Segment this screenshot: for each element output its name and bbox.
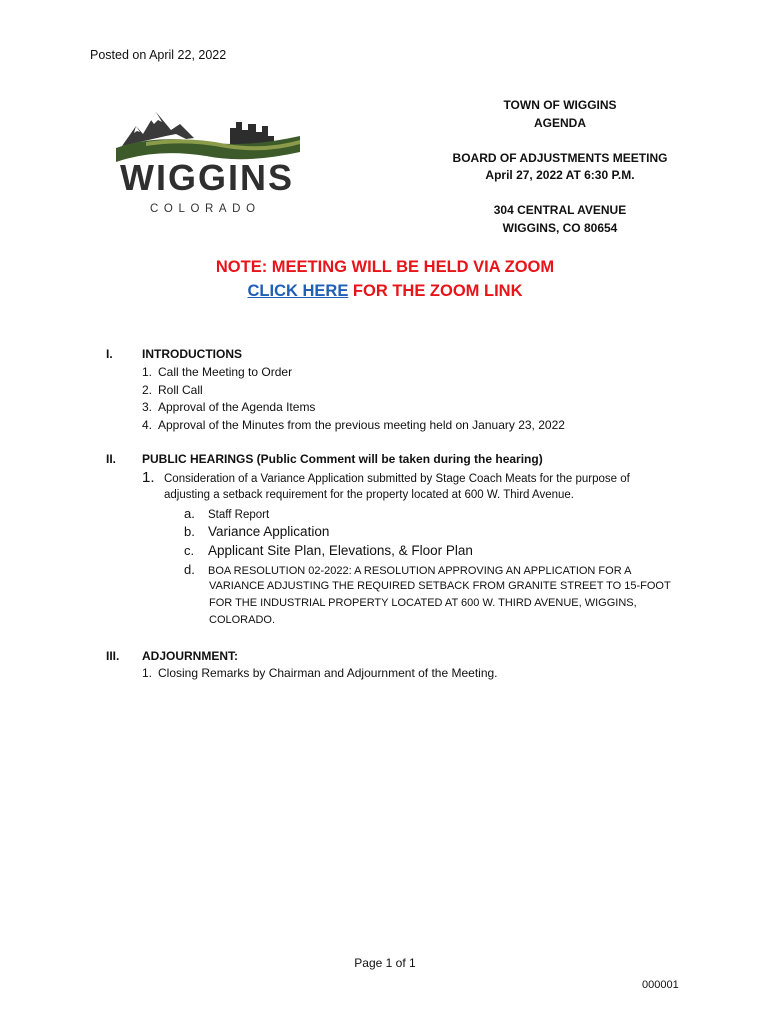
sub-item: a. Staff Report — [184, 506, 270, 521]
list-item: 3. Approval of the Agenda Items — [142, 400, 316, 414]
section-numeral: I. — [106, 347, 113, 361]
sub-item: c. Applicant Site Plan, Elevations, & Floor Plan — [184, 543, 473, 558]
header-date: April 27, 2022 AT 6:30 P.M. — [485, 168, 635, 182]
list-item: 4. Approval of the Minutes from the previous meeting held on January 23, 2022 — [142, 418, 565, 432]
header-address: 304 CENTRAL AVENUE — [493, 203, 627, 217]
sub-item: d. BOA RESOLUTION 02-2022: A RESOLUTION APPROVING AN APPLICATION FOR A — [184, 562, 632, 577]
page-number: Page 1 of 1 — [354, 956, 416, 970]
list-item: 1. Consideration of a Variance Application submitted by Stage Coach Meats for the purpose of — [142, 469, 630, 486]
zoom-note: NOTE: MEETING WILL BE HELD VIA ZOOM — [215, 258, 555, 276]
list-item-continuation: adjusting a setback requirement for the property located at 600 W. Third Avenue. — [164, 489, 574, 501]
document-number: 000001 — [642, 979, 679, 991]
list-item: 2. Roll Call — [142, 383, 203, 397]
zoom-link-line — [0, 282, 770, 301]
header-town: TOWN OF WIGGINS — [503, 98, 617, 112]
zoom-link-suffix: FOR THE ZOOM LINK — [348, 282, 523, 300]
zoom-link[interactable]: CLICK HERE — [247, 282, 349, 300]
section-numeral: III. — [106, 649, 120, 663]
header-city: WIGGINS, CO 80654 — [502, 221, 618, 235]
resolution-line: FOR THE INDUSTRIAL PROPERTY LOCATED AT 600 W. THIRD AVENUE, WIGGINS, — [209, 597, 637, 609]
resolution-line: VARIANCE ADJUSTING THE REQUIRED SETBACK FROM GRANITE STREET TO 15-FOOT — [209, 580, 671, 592]
header-agenda: AGENDA — [533, 116, 586, 130]
header-meeting: BOARD OF ADJUSTMENTS MEETING — [452, 151, 668, 165]
list-item: 1. Call the Meeting to Order — [142, 365, 293, 379]
section-heading: INTRODUCTIONS — [142, 347, 242, 361]
list-item: 1. Closing Remarks by Chairman and Adjournment of the Meeting. — [142, 666, 498, 680]
posted-date: Posted on April 22, 2022 — [90, 48, 227, 62]
logo-subtitle: COLORADO — [150, 203, 261, 215]
sub-item: b. Variance Application — [184, 524, 330, 539]
section-numeral: II. — [106, 452, 117, 466]
section-heading: PUBLIC HEARINGS (Public Comment will be taken during the hearing) — [142, 452, 543, 466]
resolution-line: COLORADO. — [209, 614, 276, 626]
logo-wordmark: WIGGINS — [120, 157, 294, 198]
section-heading: ADJOURNMENT: — [142, 649, 238, 663]
